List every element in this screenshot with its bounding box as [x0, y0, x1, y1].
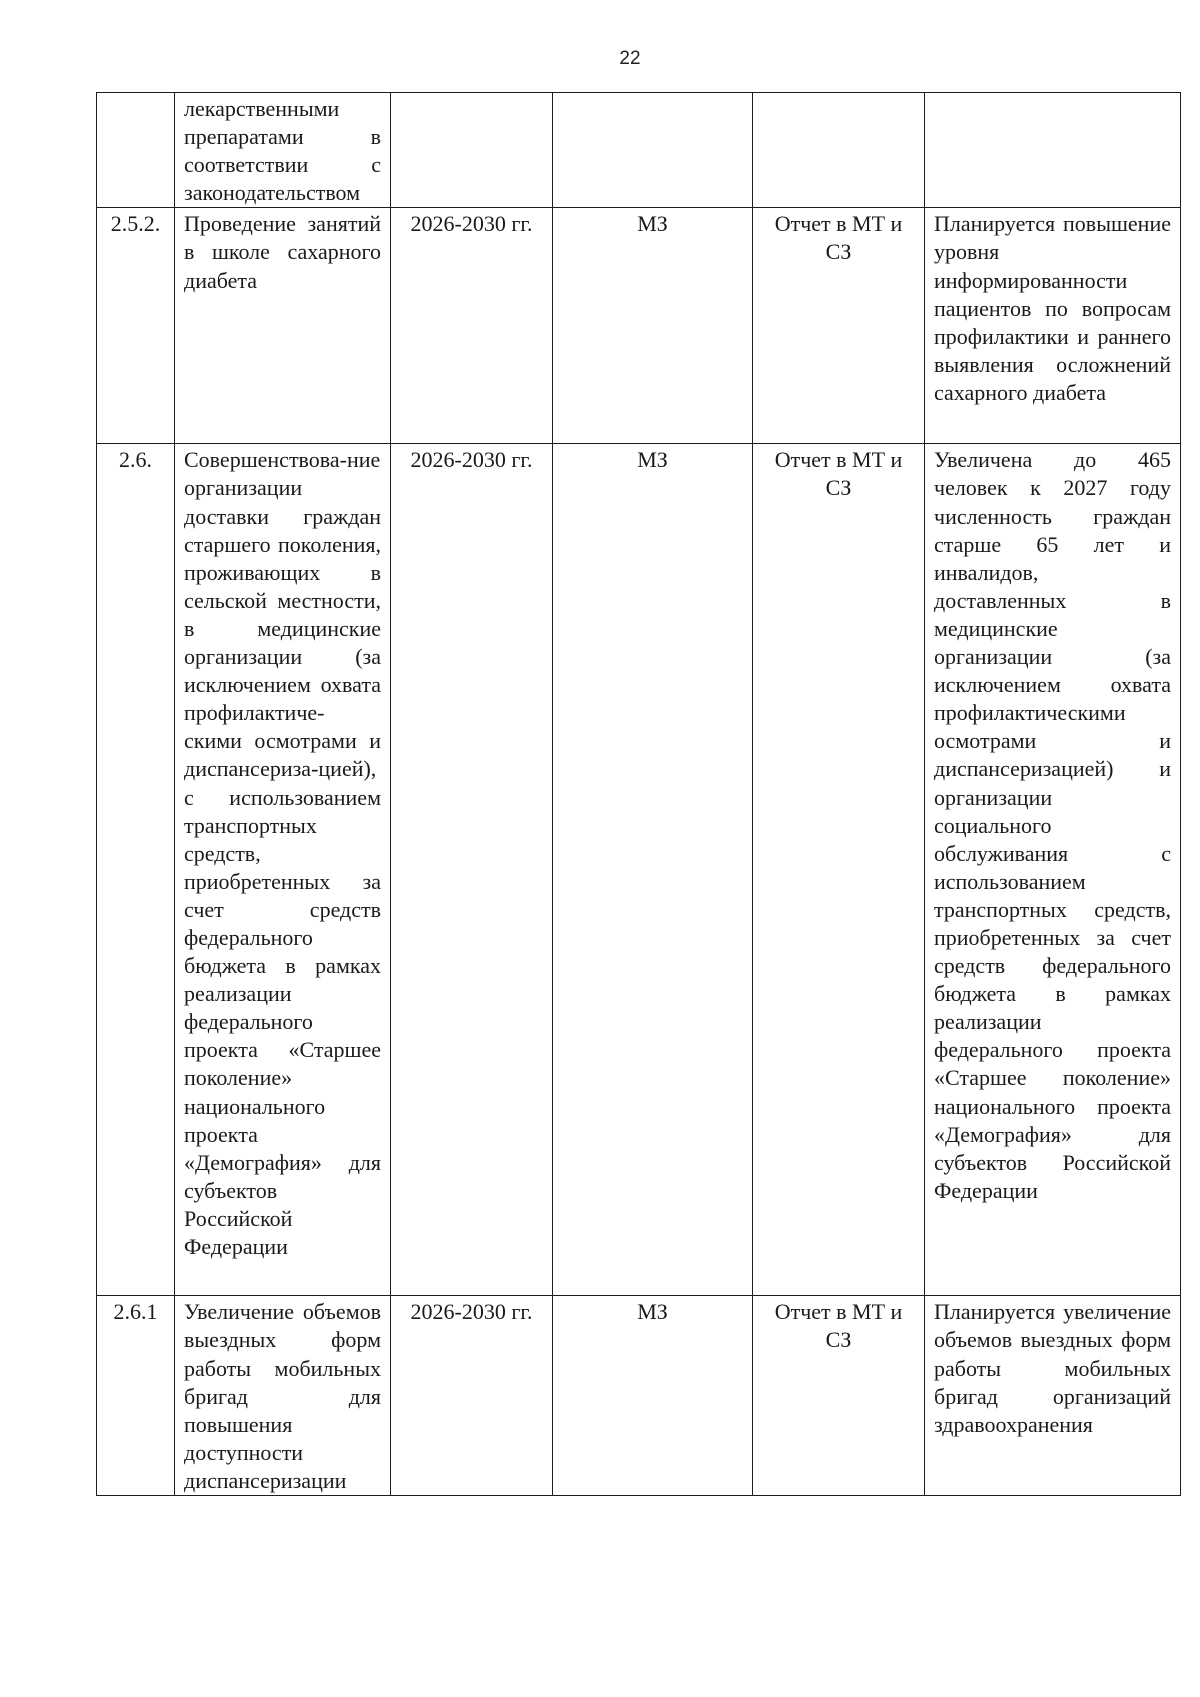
expected-result-cell-text: Планируется повышение уровня информированности пациентов по вопросам профилактики и раннего выявления осложнений сахарного диабета — [934, 211, 1171, 405]
measure-name-cell — [175, 93, 391, 208]
item-number-cell — [97, 444, 175, 1296]
report-form-cell — [753, 1296, 925, 1496]
measure-name-cell-text: лекарственными препаратами в соответствии с законодательством — [184, 96, 381, 206]
measure-name-cell-text: Увеличение объемов выездных форм работы мобильных бригад для повышения доступности диспансеризации — [184, 1299, 381, 1493]
expected-result-cell — [925, 93, 1181, 208]
term-cell — [391, 208, 553, 444]
expected-result-cell — [925, 1296, 1181, 1496]
expected-result-cell-text: Увеличена до 465 человек к 2027 году численность граждан старше 65 лет и инвалидов, доставленных в медицинские организации (за исключением охвата профилактическими осмотрами и диспансеризацией) и организации социального обслуживания с использованием транспортных средств, приобретенных за счет средств федерального бюджета в рамках реализации федерального проекта «Старшее поколение» национального проекта «Демография» для субъектов Российской Федерации — [934, 447, 1171, 1203]
report-form-cell-text: Отчет в МТ и СЗ — [774, 211, 903, 265]
term-cell — [391, 444, 553, 1296]
table-row — [97, 1296, 1181, 1496]
table-row — [97, 208, 1181, 444]
measure-name-cell — [175, 208, 391, 444]
table-row — [97, 93, 1181, 208]
term-cell — [391, 1296, 553, 1496]
measure-name-cell-text: Проведение занятий в школе сахарного диабета — [184, 211, 381, 293]
measures-table — [96, 92, 1181, 1496]
report-form-cell — [753, 444, 925, 1296]
page-number: 22 — [619, 48, 641, 69]
item-number-cell — [97, 1296, 175, 1496]
executor-cell-text: МЗ — [637, 211, 668, 237]
executor-cell — [553, 208, 753, 444]
item-number-cell — [97, 93, 175, 208]
report-form-cell — [753, 208, 925, 444]
executor-cell — [553, 93, 753, 208]
item-number-cell-text: 2.6.1 — [113, 1299, 158, 1325]
table-row — [97, 444, 1181, 1296]
item-number-cell-text: 2.6. — [119, 447, 152, 473]
executor-cell-text: МЗ — [637, 1299, 668, 1325]
item-number-cell-text: 2.5.2. — [110, 211, 161, 237]
executor-cell — [553, 444, 753, 1296]
term-cell-text: 2026-2030 гг. — [410, 211, 533, 237]
executor-cell-text: МЗ — [637, 447, 668, 473]
measure-name-cell — [175, 1296, 391, 1496]
term-cell — [391, 93, 553, 208]
expected-result-cell — [925, 444, 1181, 1296]
report-form-cell-text: Отчет в МТ и СЗ — [774, 447, 903, 501]
term-cell-text: 2026-2030 гг. — [410, 1299, 533, 1325]
measure-name-cell-text: Совершенствова-ние организации доставки граждан старшего поколения, проживающих в сельской местности, в медицинские организации (за исключением охвата профилактиче-скими осмотрами и диспансериза-цией), с использованием транспортных средств, приобретенных за счет средств федерального бюджета в рамках реализации федерального проекта «Старшее поколение» национального проекта «Демография» для субъектов Российской Федерации — [184, 447, 381, 1259]
measure-name-cell — [175, 444, 391, 1296]
expected-result-cell-text: Планируется увеличение объемов выездных форм работы мобильных бригад организаций здравоохранения — [934, 1299, 1171, 1437]
item-number-cell — [97, 208, 175, 444]
executor-cell — [553, 1296, 753, 1496]
expected-result-cell — [925, 208, 1181, 444]
report-form-cell — [753, 93, 925, 208]
term-cell-text: 2026-2030 гг. — [410, 447, 533, 473]
report-form-cell-text: Отчет в МТ и СЗ — [774, 1299, 903, 1353]
